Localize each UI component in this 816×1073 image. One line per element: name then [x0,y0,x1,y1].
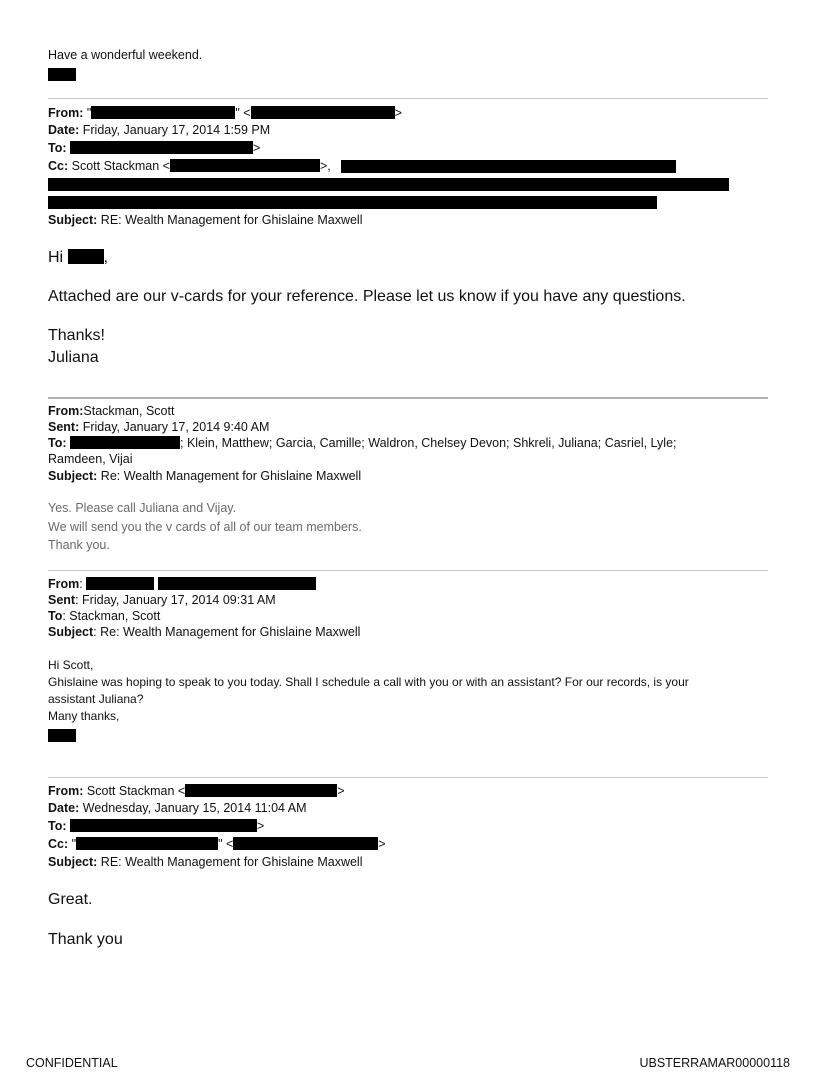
cc-value: Scott Stackman < [71,159,170,173]
redaction-block [170,159,320,172]
redaction-block [48,178,729,191]
cc-label: Cc: [48,837,69,851]
to-value: ; Klein, Matthew; Garcia, Camille; Waldron, Chelsey Devon; Shkreli, Juliana; Casriel, Lyle; [180,436,677,450]
subject-value: RE: Wealth Management for Ghislaine Maxwell [100,213,363,227]
date-value: Wednesday, January 15, 2014 11:04 AM [82,801,307,815]
msg3-subject-row [48,624,360,641]
msg4-body-thanks: Thank you [48,931,123,948]
subject-value: RE: Wealth Management for Ghislaine Maxwell [100,855,363,869]
to-label: To: [48,141,67,155]
msg2-to-row [48,435,677,452]
quote: " [86,106,92,120]
cc-label: Cc: [48,159,69,173]
to-label: To [48,609,63,623]
subject-label: Subject: [48,855,98,869]
body-line: Thank you. [48,538,110,552]
subject-label: Subject: [48,469,98,483]
sent-label: Sent: [48,420,80,434]
bracket: > [253,141,261,155]
redaction-block [70,141,253,154]
msg3-to-row [48,608,160,625]
msg4-from-row [48,783,345,800]
redaction-block [233,837,378,850]
divider [48,777,768,778]
body-line: Yes. Please call Juliana and Vijay. [48,501,237,515]
bracket: > [257,819,265,833]
separator: >, [319,159,331,173]
body-line: assistant Juliana? [48,692,144,706]
subject-label: Subject: [48,213,98,227]
bracket: > [378,837,386,851]
bracket: " < [218,837,234,851]
redaction-block [70,436,180,449]
msg4-cc-row [48,836,386,853]
to-label: To: [48,819,67,833]
redaction-block [86,577,154,590]
body-line: Many thanks, [48,709,120,723]
subject-value: Re: Wealth Management for Ghislaine Maxwell [100,469,362,483]
colon: : [79,577,83,591]
subject-label: Subject [48,625,94,639]
msg2-subject-row [48,468,361,485]
to-label: To: [48,436,67,450]
redaction-block [158,577,316,590]
bracket: > [337,784,345,798]
msg3-sent-row [48,592,276,609]
redaction-block [48,196,657,209]
msg1-signature: Juliana [48,349,99,366]
from-label: From [48,577,80,591]
date-label: Date: [48,801,80,815]
msg1-date-row [48,122,270,139]
body-line: Ghislaine was hoping to speak to you today. Shall I schedule a call with you or with an assistant? For our records, is your [48,675,689,689]
msg1-thanks: Thanks! [48,327,105,344]
redaction-block [48,729,76,742]
redaction-block [76,837,218,850]
divider [48,570,768,571]
redaction-block [341,160,676,173]
from-label: From: [48,106,84,120]
redaction-block [185,784,337,797]
msg3-body [48,657,768,725]
comma: , [103,249,109,266]
from-label: From: [48,404,84,418]
redaction-block [68,249,104,264]
from-value: Scott Stackman < [86,784,186,798]
msg2-from-row [48,403,174,420]
quote: " [71,837,77,851]
msg1-cc-row [48,158,331,175]
msg1-greeting [48,247,108,269]
redaction-block [70,819,257,832]
redaction-block [251,106,395,119]
msg2-body [48,499,362,555]
greeting-text: Hi [48,249,64,266]
bracket: > [394,106,402,120]
closing-line: Have a wonderful weekend. [48,48,203,62]
from-value: Stackman, Scott [83,404,175,418]
date-value: Friday, January 17, 2014 1:59 PM [82,123,271,137]
msg1-body: Attached are our v-cards for your reference. Please let us know if you have any questions. [48,288,686,305]
msg3-from-row [48,576,316,593]
sent-label: Sent [48,593,76,607]
subject-value: : Re: Wealth Management for Ghislaine Maxwell [93,625,361,639]
sent-value: Friday, January 17, 2014 9:40 AM [82,420,270,434]
msg1-from-row [48,105,402,122]
redaction-block [48,68,76,81]
msg2-to-cont: Ramdeen, Vijai [48,452,133,466]
redaction-block [91,106,235,119]
divider [48,98,768,99]
msg4-date-row [48,800,307,817]
to-value: : Stackman, Scott [62,609,161,623]
msg4-subject-row [48,854,363,871]
date-label: Date: [48,123,80,137]
from-label: From: [48,784,84,798]
body-line: We will send you the v cards of all of our team members. [48,519,362,534]
msg1-to-row [48,140,260,157]
body-line: Hi Scott, [48,658,94,672]
footer-confidential: CONFIDENTIAL [26,1056,118,1070]
msg2-sent-row [48,419,269,436]
msg4-body-great: Great. [48,891,93,908]
divider [48,397,768,399]
msg4-to-row [48,818,264,835]
bracket: " < [235,106,251,120]
sent-value: : Friday, January 17, 2014 09:31 AM [75,593,276,607]
footer-bates-number: UBSTERRAMAR00000118 [639,1056,790,1070]
msg1-subject-row [48,212,363,229]
